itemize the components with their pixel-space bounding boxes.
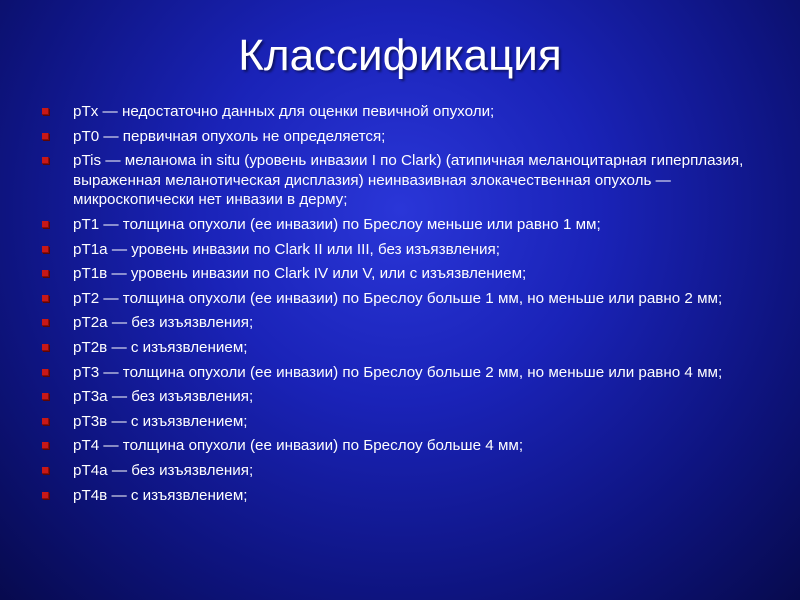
list-item-ptis <box>40 151 760 210</box>
list-item-ptx <box>40 102 760 122</box>
square-bullet-icon <box>42 295 49 302</box>
classification-list <box>40 102 760 510</box>
list-item-text: pT0 — первичная опухоль не определяется; <box>73 127 386 145</box>
list-item-text: pT2 — толщина опухоли (ее инвазии) по Бреслоу больше 1 мм, но меньше или равно 2 мм; <box>73 289 723 307</box>
list-item-text: pT1 — толщина опухоли (ее инвазии) по Бреслоу меньше или равно 1 мм; <box>73 215 601 233</box>
slide-title: Классификация <box>238 31 562 80</box>
list-item-text: pT3в — с изъязвлением; <box>73 412 248 430</box>
list-item-pt4 <box>40 436 760 456</box>
list-item-text: pT1в — уровень инвазии по Clark IV или V, или с изъязвлением; <box>73 265 527 283</box>
list-item-text: pT2в — с изъязвлением; <box>73 338 248 356</box>
list-item-pt3 <box>40 363 760 383</box>
list-item-pt4b <box>40 486 760 506</box>
list-item-pt2b <box>40 338 760 358</box>
list-item-pt2a <box>40 313 760 333</box>
square-bullet-icon <box>42 344 49 351</box>
list-item-text: pT2a — без изъязвления; <box>73 314 254 332</box>
square-bullet-icon <box>42 246 49 253</box>
square-bullet-icon <box>42 157 49 164</box>
square-bullet-icon <box>42 369 49 376</box>
square-bullet-icon <box>42 393 49 400</box>
list-item-pt1b <box>40 264 760 284</box>
list-item-pt1a <box>40 240 760 260</box>
square-bullet-icon <box>42 467 49 474</box>
square-bullet-icon <box>42 319 49 326</box>
list-item-text: pTis — меланома in situ (уровень инвазии I по Clark) (атипичная меланоцитарная гиперплазия, выраженная меланотическая дисплазия) неинвазивная злокачественная опухоль — микроскопически нет инвазии в дерму; <box>73 152 744 209</box>
list-item-text: pT4a — без изъязвления; <box>73 461 254 479</box>
list-item-pt3a <box>40 387 760 407</box>
list-item-pt4a <box>40 461 760 481</box>
list-item-text: pT1a — уровень инвазии по Clark II или III, без изъязвления; <box>73 240 500 258</box>
square-bullet-icon <box>42 442 49 449</box>
list-item-pt1 <box>40 215 760 235</box>
list-item-text: pT4в — с изъязвлением; <box>73 486 248 504</box>
square-bullet-icon <box>42 418 49 425</box>
list-item-pt0 <box>40 127 760 147</box>
square-bullet-icon <box>42 133 49 140</box>
list-item-text: pT3 — толщина опухоли (ее инвазии) по Бреслоу больше 2 мм, но меньше или равно 4 мм; <box>73 363 723 381</box>
list-item-pt3b <box>40 412 760 432</box>
square-bullet-icon <box>42 221 49 228</box>
square-bullet-icon <box>42 492 49 499</box>
list-item-text: pT3a — без изъязвления; <box>73 388 254 406</box>
list-item-pt2 <box>40 289 760 309</box>
square-bullet-icon <box>42 270 49 277</box>
square-bullet-icon <box>42 108 49 115</box>
list-item-text: pT4 — толщина опухоли (ее инвазии) по Бреслоу больше 4 мм; <box>73 437 524 455</box>
list-item-text: pTx — недостаточно данных для оценки певичной опухоли; <box>73 103 495 120</box>
